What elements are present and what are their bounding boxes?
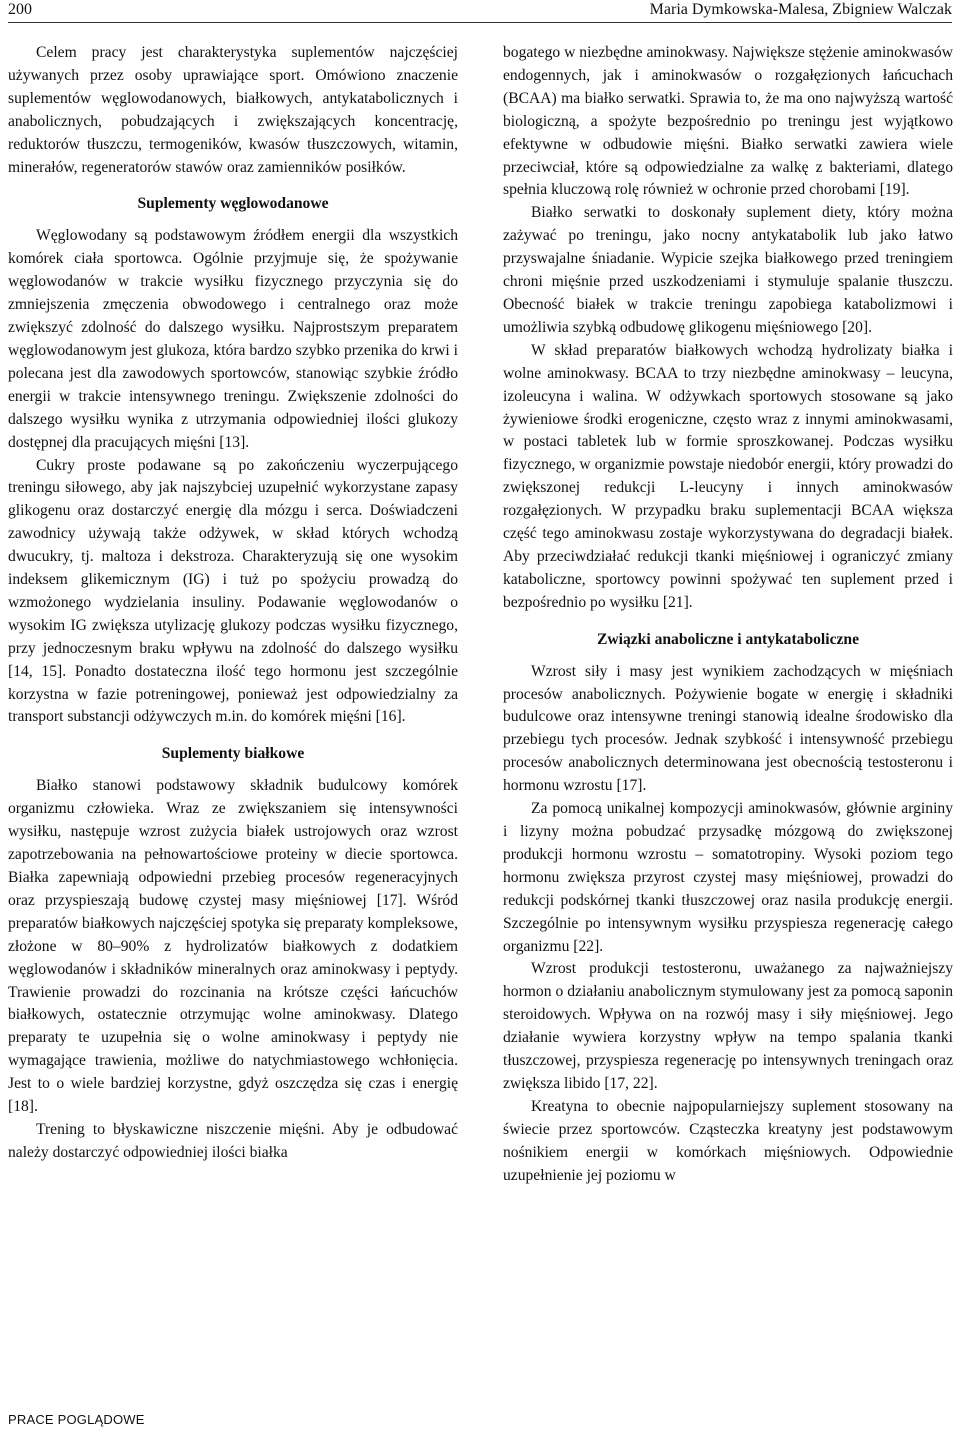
body-paragraph: Kreatyna to obecnie najpopularniejszy suplement stosowany na świecie przez sportowców. Cząsteczka kreatyny jest podstawowym nośnikiem energii w komórkach mięśniowych. Odpowiednie uzupełnienie jej poziomu w — [503, 1097, 953, 1184]
body-paragraph: Cukry proste podawane są po zakończeniu wyczerpującego treningu siłowego, aby jak najszybciej uzupełnić wykorzystane zapasy glikogenu oraz dostarczyć energię dla mózgu i serca. Doświadczeni zawodnicy używają także odżywek, w skład których wchodzą dwucukry, tj. maltoza i dekstroza. Charakteryzują się one wysokim indeksem glikemicznym (IG) i tuż po spożyciu prowadzą do wzmożonego wydzielania insuliny. Podawanie węglowodanów o wysokim IG zwiększa utylizację glukozy podczas wysiłku fizycznego, przy jednoczesnym braku wpływu na zdolność do dalszego wysiłku [14, 15]. Ponadto dostateczna ilość tego hormonu jest szczególnie korzystna w fazie potreningowej, ponieważ jest odpowiedzialny za transport substancji odżywczych m.in. do komórek mięśni [16]. — [8, 456, 458, 726]
body-paragraph: Białko stanowi podstawowy składnik budulcowy komórek organizmu człowieka. Wraz ze zwiększaniem się intensywności wysiłku, następuje wzrost zużycia białek ustrojowych oraz wzrost zapotrzebowania na pełnowartościowe proteiny w diecie sportowca. Białka zapewniają odpowiedni przebieg procesów regeneracyjnych oraz przyspieszają budowę czystej masy mięśniowej [17]. Wśród preparatów białkowych najczęściej spotyka się preparaty kompleksowe, złożone w 80–90% z hydrolizatów białkowych z dodatkiem węglowodanów i składników mineralnych oraz aminokwasy i peptydy. Trawienie prowadzi do rozcinania na krótsze części łańcuchów białkowych, ostatecznie otrzymując wolne aminokwasy. Dlatego preparaty te uzupełnia się o wolne aminokwasy i peptydy nie wymagające trawienia, możliwe do natychmiastowego wchłonięcia. Jest to o wiele bardziej korzystne, gdyż oszczędza się czas i energię [18]. — [8, 777, 458, 1116]
intro-paragraph: Celem pracy jest charakterystyka suplementów najczęściej używanych przez osoby uprawiające sport. Omówiono znaczenie suplementów węglowodanowych, białkowych, antykatabolicznych i anabolicznych, pobudzających i zwiększających koncentrację, reduktorów tłuszczu, termogeników, kwasów tłuszczowych, witamin, minerałów, regeneratorów stawów oraz zamienników posiłków. — [8, 44, 458, 176]
continued-paragraph: bogatego w niezbędne aminokwasy. Największe stężenie aminokwasów endogennych, jak i aminokwasów o rozgałęzionych łańcuchach (BCAA) ma białko serwatki. Sprawia to, że ma ono najwyższą wartość biologiczną, a spożyte bezpośrednio po treningu jest wyjątkowo efektywne w odbudowie mięśni. Białko serwatki zawiera wiele przeciwciał, które są odpowiedzialne za walkę z bakteriami, dlatego spełnia kluczową rolę również w ochronie przed chorobami [19]. — [503, 44, 953, 199]
body-paragraph: Węglowodany są podstawowym źródłem energii dla wszystkich komórek ciała sportowca. Ogólnie przyjmuje się, że spożywanie węglowodanów w trakcie wysiłku fizycznego przyczynia się do zmniejszenia zmęczenia obwodowego i centralnego oraz może zwiększyć zdolność do dalszego wysiłku. Najprostszym preparatem węglowodanowym jest glukoza, która bardzo szybko przenika do krwi i polecana jest dla zawodowych sportowców, stanowiąc szybkie źródło energii w trakcie intensywnego treningu. Zwiększenie zdolności do dalszego wysiłku wynika z utrzymania odpowiedniej ilości glukozy dostępnej dla pracujących mięśni [13]. — [8, 227, 458, 451]
body-paragraph: Za pomocą unikalnej kompozycji aminokwasów, głównie argininy i lizyny można pobudzać przysadkę mózgową do zwiększonej produkcji hormonu wzrostu – somatotropiny. Wysoki poziom tego hormonu zwiększa przyrost czystej masy mięśniowej, prowadzi do redukcji podskórnej tkanki tłuszczowej oraz nasila produkcję energii. Szczególnie po intensywnym wysiłku przyspiesza regenerację całego organizmu [22]. — [503, 800, 953, 955]
body-paragraph: W skład preparatów białkowych wchodzą hydrolizaty białka i wolne aminokwasy. BCAA to trzy niezbędne aminokwasy – leucyna, izoleucyna i walina. W odżywkach sportowych stosowane są jako żywieniowe środki erogeniczne, często wraz z innymi aminokwasami, w postaci tabletek lub w formie sproszkowanej. Podczas wysiłku fizycznego, w organizmie powstaje niedobór energii, który prowadzi do zwiększonej redukcji L-leucyny i innych aminokwasów rozgałęzionych. W przypadku braku suplementacji BCAA większa część tego aminokwasu zostaje wykorzystywana do degradacji białek. Aby przeciwdziałać redukcji tkanki mięśniowej i ograniczyć zmiany kataboliczne, sportowcy powinni spożywać ten suplement przed i bezpośrednio po wysiłku [21]. — [503, 341, 953, 611]
section-heading-protein: Suplementy białkowe — [161, 745, 305, 763]
body-paragraph: Białko serwatki to doskonały suplement diety, który można zażywać po treningu, jako nocny antykatabolik lub jako łatwo przyswajalne śniadanie. Wypicie szejka białkowego przed treningiem chroni mięśnie przed uszkodzeniami i stymuluje spalanie tłuszczu. Obecność białek w trakcie treningu zapobiega katabolizmowi i umożliwia szybką odbudowę glikogenu mięśniowego [20]. — [503, 204, 953, 336]
body-paragraph: Wzrost produkcji testosteronu, uważanego za najważniejszy hormon o działaniu anabolicznym stymulowany jest za pomocą saponin steroidowych. Wpływa on na rozwój masy i siły mięśniowej. Jego działanie wywiera korzystny wpływ na tempo spalania tkanki tłuszczowej, przyspiesza regenerację po intensywnych treningach oraz zwiększa libido [17, 22]. — [503, 960, 953, 1092]
section-heading-carbohydrate: Suplementy węglowodanowe — [137, 195, 329, 213]
running-header — [8, 0, 952, 23]
running-title: Maria Dymkowska-Malesa, Zbigniew Walczak — [649, 1, 952, 18]
page-number: 200 — [8, 1, 32, 18]
footer-section-label: PRACE POGLĄDOWE — [8, 1412, 145, 1427]
body-paragraph: Wzrost siły i masy jest wynikiem zachodzących w mięśniach procesów anabolicznych. Pożywienie bogate w energię i składniki budulcowe oraz intensywne treningi stanowią idealne środowisko dla przebiegu tych procesów. Jednak szybkość i intensywność przebiegu procesów anabolicznych determinowana jest obecnością testosteronu i hormonu wzrostu [17]. — [503, 662, 953, 795]
left-column — [8, 42, 458, 1165]
body-paragraph: Trening to błyskawiczne niszczenie mięśni. Aby je odbudować należy dostarczyć odpowiedniej ilości białka — [8, 1120, 458, 1161]
section-heading-anabolic: Związki anaboliczne i antykataboliczne — [596, 630, 860, 648]
right-column — [503, 42, 953, 1188]
